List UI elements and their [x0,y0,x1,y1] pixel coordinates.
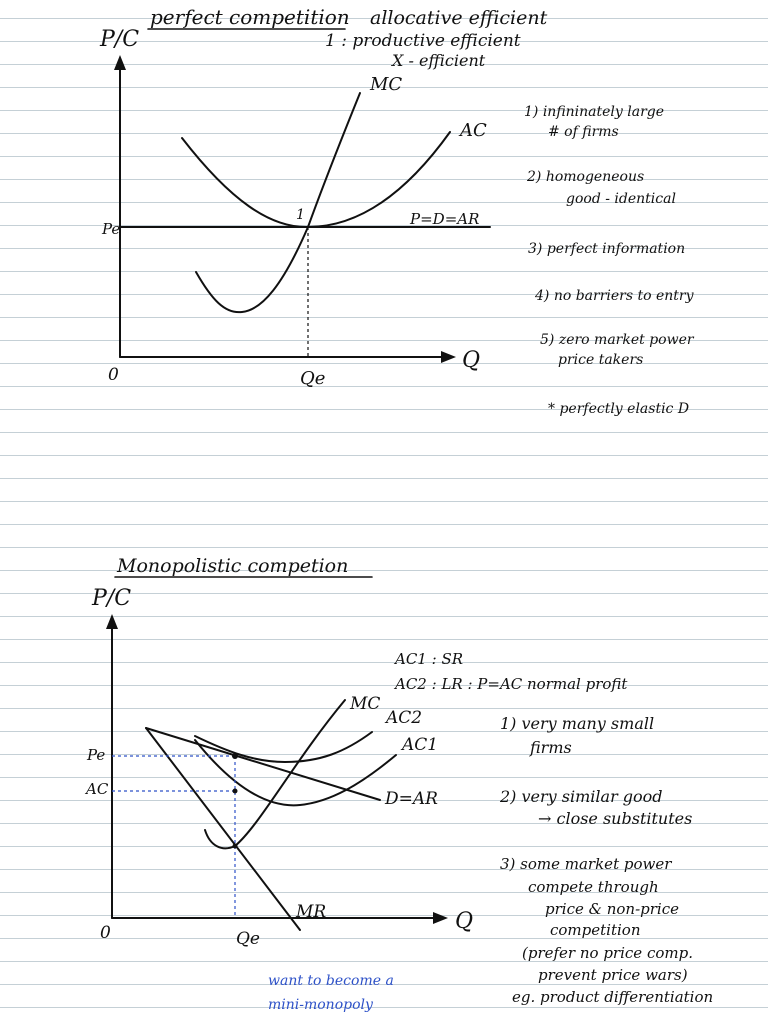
mc-ac2-curve [195,732,372,762]
pc-note-3: 3) perfect information [528,241,686,257]
mc-demand-line [146,728,380,800]
mc-ac1-label: AC1 [402,735,439,755]
pc-ac-label: AC [460,120,487,141]
pc-demand-label: P=D=AR [410,210,480,228]
mc-pe-point [232,753,238,759]
pc-note-2: 2) homogeneous good - identical [527,169,676,207]
mc-mr-label: MR [296,902,327,922]
pc-efficiency-allocative: allocative efficient [370,7,548,29]
mc-x-axis-arrow-icon [433,912,448,924]
mc-ac-axis-label: AC [86,780,109,798]
pc-notes [524,104,698,417]
pc-x-axis-arrow-icon [441,351,456,363]
pc-efficiency-x: X - efficient [392,51,486,70]
mc-mr-line [146,728,300,930]
pc-pe-label: Pe [102,220,121,238]
mc-pe-label: Pe [87,746,106,764]
mc-dar-label: D=AR [385,789,438,809]
pc-x-axis-label: Q [462,348,481,373]
mc-ac2-label: AC2 [386,708,423,728]
mc-y-axis-arrow-icon [106,614,118,629]
mc-y-axis-label: P/C [92,586,132,611]
pc-y-axis-label: P/C [100,27,140,52]
mc-title: Monopolistic competion [117,555,349,577]
mc-note-1: 1) very many small firms [500,714,655,757]
pc-equilibrium-point-label: 1 [296,207,305,223]
mc-note-3: 3) some market power compete through price & non-price competition (prefer no price comp. prevent price wars) eg. product differentiation [500,855,714,1006]
pc-note-1: 1) infininately large # of firms [524,104,665,140]
mc-legend-lr: AC2 : LR : P=AC normal profit [395,675,628,693]
mc-blue-note: want to become a mini-monopoly [268,973,394,1013]
mc-x-axis-label: Q [455,909,474,934]
mc-qe-label: Qe [236,929,260,949]
pc-note-5: 5) zero market power price takers [540,332,694,368]
mc-mc-label: MC [350,694,381,714]
perfect-competition-section [99,5,698,417]
mc-notes [499,714,713,1006]
pc-title: perfect competition [150,5,350,29]
pc-efficiency-productive: 1 : productive efficient [325,31,521,51]
monopolistic-competition-section [84,555,713,1013]
pc-origin-label: 0 [108,365,119,385]
mc-ac-point [233,789,238,794]
pc-qe-label: Qe [300,368,326,389]
pc-mc-label: MC [370,74,403,95]
pc-note-elastic: * perfectly elastic D [548,401,690,417]
mc-note-2: 2) very similar good → close substitutes [500,787,693,828]
pc-y-axis-arrow-icon [114,55,126,70]
mc-origin-label: 0 [100,923,111,943]
mc-legend-sr: AC1 : SR [395,650,464,668]
pc-mc-curve [196,93,360,312]
pc-note-4: 4) no barriers to entry [535,288,694,304]
mc-mc-mr-point [233,844,238,849]
